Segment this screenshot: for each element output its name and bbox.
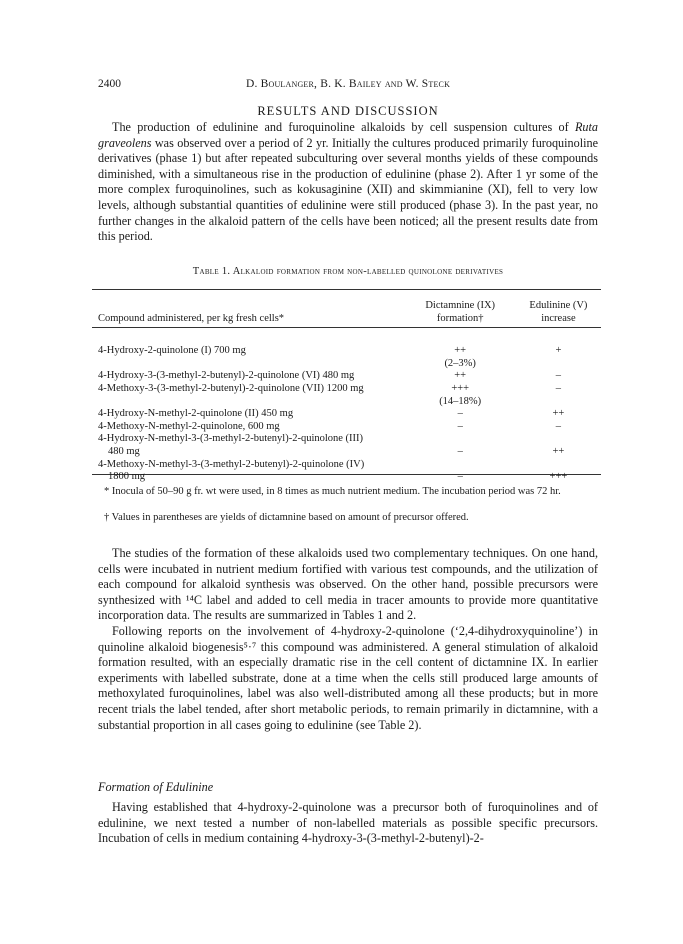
running-authors: D. Boulanger, B. K. Bailey and W. Steck xyxy=(245,78,451,90)
table-row: (14–18%) xyxy=(439,395,482,407)
paragraph-formation: Having established that 4-hydroxy-2-quinolone was a precursor both of furoquinolines and of edulinine, we next tested a number of non-labelled materials as possible specific precursors. Incubation of cells in medium containing 4-hydroxy-3-(3-methyl-2-butenyl)-2- xyxy=(98,800,598,846)
table-row: 4-Hydroxy-N-methyl-3-(3-methyl-2-butenyl)-2-quinolone (III) xyxy=(98,433,364,445)
paragraph-intro xyxy=(98,120,598,245)
section-title: RESULTS AND DISCUSSION xyxy=(257,104,439,118)
paragraph-hydroxyquinolone: Following reports on the involvement of 4-hydroxy-2-quinolone (‘2,4-dihydroxyquinoline’) in quinoline alkaloid biogenesis⁵·⁷ this compound was administered. A general stimulation of alkaloid formation resulted, with an especially dramatic rise in the cell content of dictamnine IX. In earlier experiments with labelled substrate, done at a time when the cells still produced large amounts of methoxylated furoquinolines, label was also well-distributed among all these products; but in more recent trials the label tended, after short metabolic periods, to remain primarily in dictamnine, with a substantial proportion in all cases going to edulinine (see Table 2). xyxy=(98,624,598,732)
table-footnote-yields: † Values in parentheses are yields of dictamnine based on amount of precursor offered. xyxy=(104,512,469,523)
running-header xyxy=(98,78,598,94)
page-number: 2400 xyxy=(98,78,121,90)
table-header-row xyxy=(92,300,601,331)
table-row: 4-Hydroxy-2-quinolone (I) 700 mg ++ + xyxy=(98,345,562,357)
intro-text-end: was observed over a period of 2 yr. Initially the cultures produced primarily furoquinoline derivatives (phase 1) but after repeated subculturing over several months yields of these compounds diminished, with a simultaneous rise in the production of edulinine (phase 2). After 1 yr some of the more complex furoquinolines, such as kokusaginine (XII) and skimmianine (XI), fell to very low levels, although substantial quantities of edulinine were still produced (phase 3). In the past year, no further changes in the alkaloid pattern of the cells have been noticed; all the present results date from this period. xyxy=(98,135,598,244)
table-row: 4-Methoxy-3-(3-methyl-2-butenyl)-2-quinolone (VII) 1200 mg +++ – xyxy=(98,382,562,394)
table-row: 4-Hydroxy-N-methyl-2-quinolone (II) 450 mg – ++ xyxy=(98,408,565,420)
header-edulinine: Edulinine (V) increase xyxy=(529,300,588,324)
table-row: 480 mg – ++ xyxy=(108,445,565,457)
table-caption: Table 1. Alkaloid formation from non-labelled quinolone derivatives xyxy=(192,266,504,277)
header-dictamnine: Dictamnine (IX) formation† xyxy=(425,300,496,324)
alkaloid-table xyxy=(92,300,601,484)
species-name: Ruta graveolens xyxy=(98,120,598,150)
table-footnote-inocula: * Inocula of 50–90 g fr. wt were used, in 8 times as much nutrient medium. The incubation period was 72 hr. xyxy=(104,486,561,497)
table-row: 4-Methoxy-N-methyl-3-(3-methyl-2-butenyl)-2-quinolone (IV) xyxy=(98,458,365,470)
paragraph-techniques: The studies of the formation of these alkaloids used two complementary techniques. On one hand, cells were incubated in nutrient medium fortified with various test compounds, and the utilization of each compound for alkaloid synthesis was observed. On the other hand, possible precursors were synthesized with ¹⁴C label and added to cell media in tracer amounts to provide more quantitative incorporation data. The results are summarized in Tables 1 and 2. xyxy=(98,546,598,623)
intro-text-start: The production of edulinine and furoquinoline alkaloids by cell suspension cultures of xyxy=(112,120,575,134)
table-top-rule xyxy=(92,289,601,290)
header-compound: Compound administered, per kg fresh cells* xyxy=(98,312,285,324)
table-row: 1800 mg – +++ xyxy=(108,471,568,483)
subheading-edulinine: Formation of Edulinine xyxy=(98,780,214,794)
table-row: 4-Hydroxy-3-(3-methyl-2-butenyl)-2-quinolone (VI) 480 mg ++ – xyxy=(98,370,562,382)
table-row: 4-Methoxy-N-methyl-2-quinolone, 600 mg – – xyxy=(98,420,562,432)
table-row: (2–3%) xyxy=(444,357,476,369)
